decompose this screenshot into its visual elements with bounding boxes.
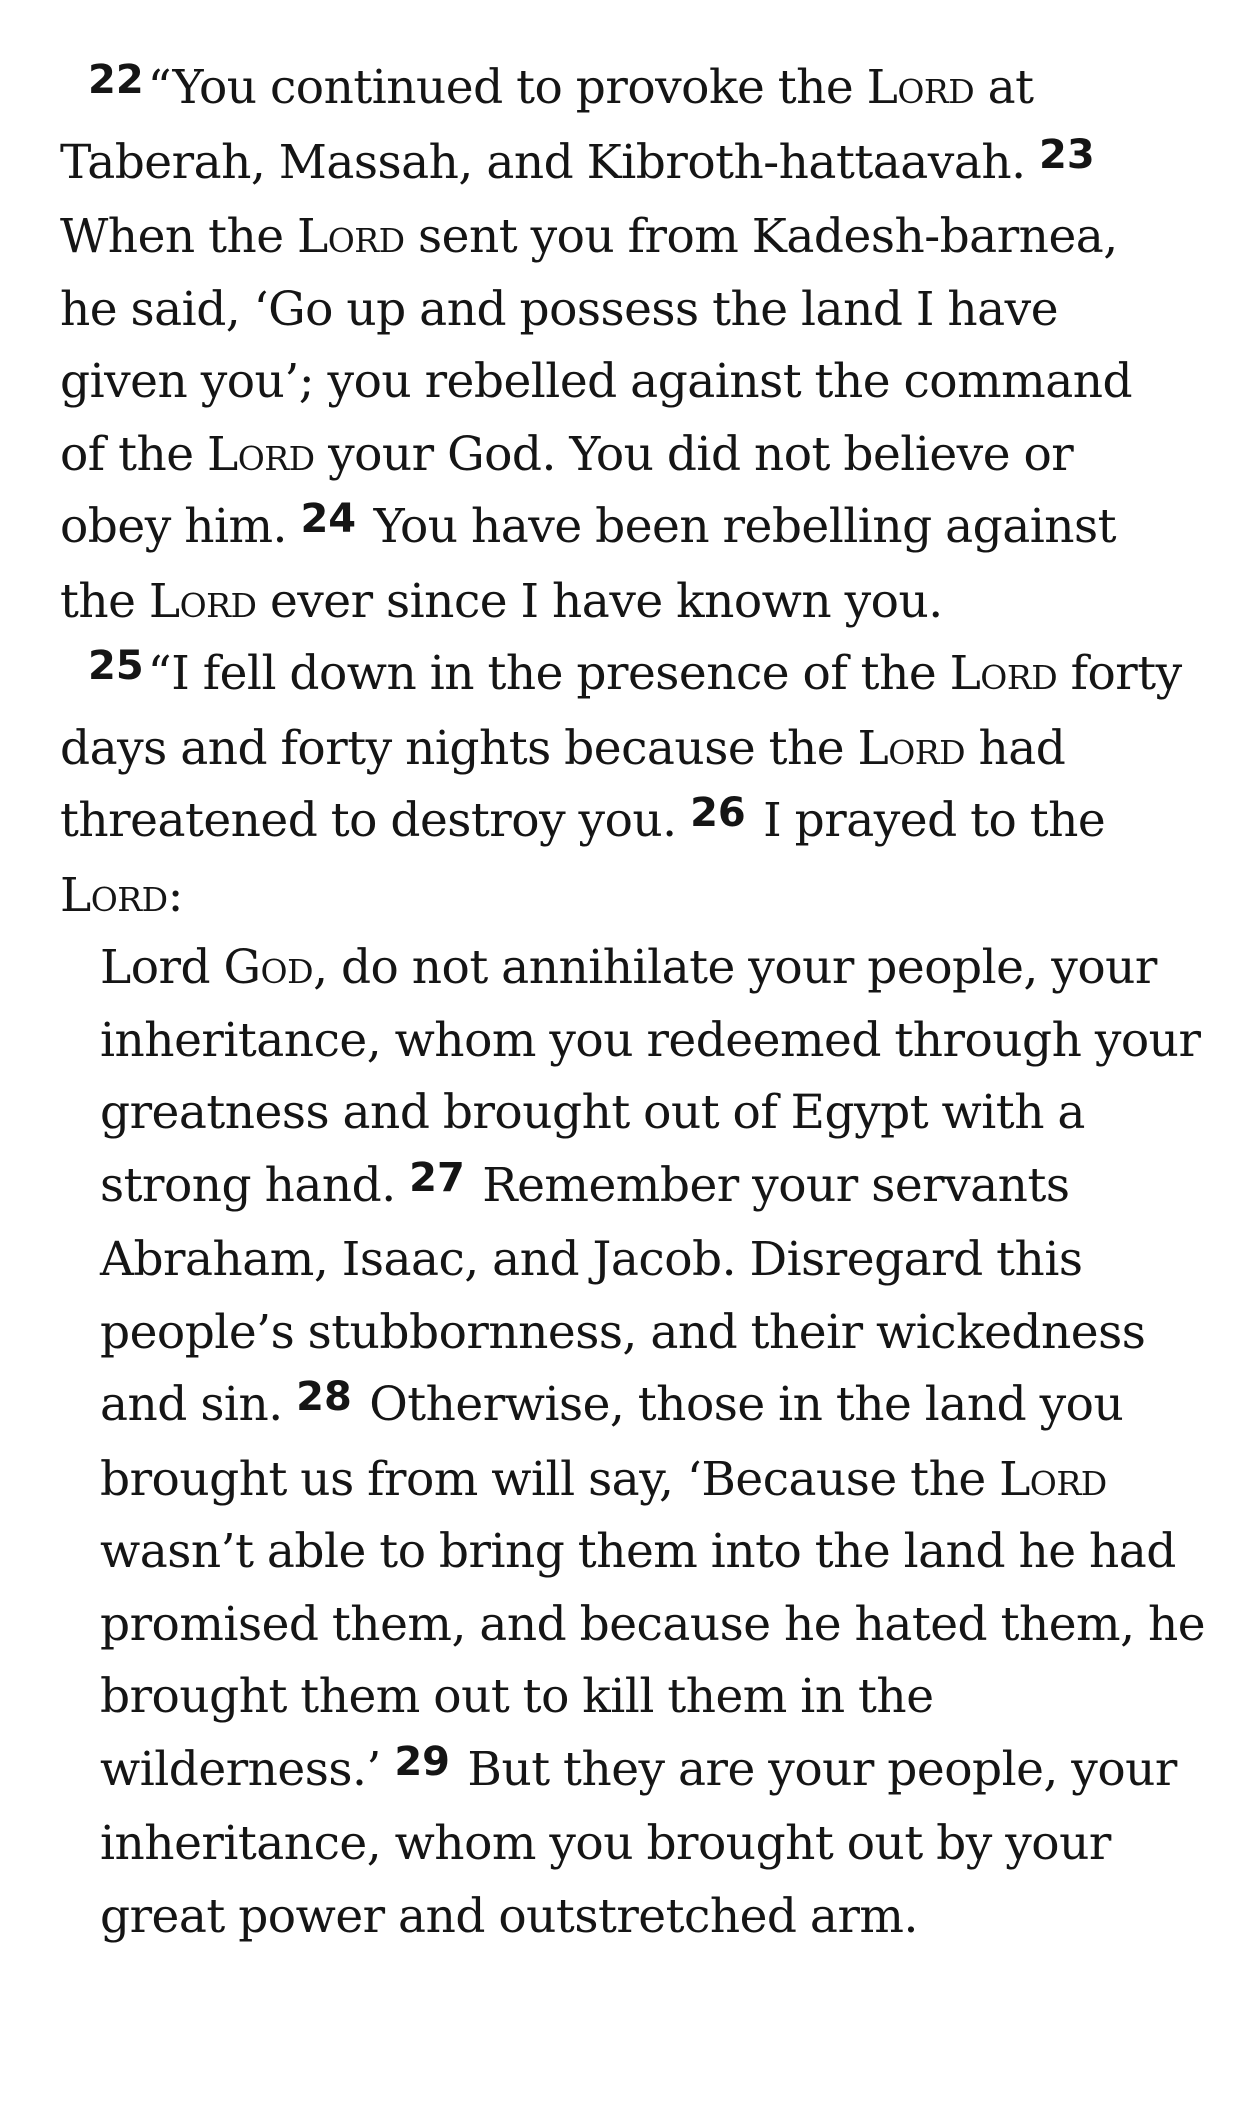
verse-27-text: Remember your servants Abraham, Isaac, and Jacob. Disregard this people’s stubbornness, and their wickedness and sin. xyxy=(100,1157,1146,1432)
paragraph-verses-22-24 xyxy=(60,52,1182,638)
divine-name-lord: Lord xyxy=(857,720,966,776)
divine-name-lord: Lord xyxy=(297,209,405,264)
verse-28-text-b: wasn’t able to bring them into the land he had promised them, and because he hated them, he brought them out to kill them in the wilderness.’ xyxy=(100,1524,1206,1797)
divine-name-lord: Lord xyxy=(866,60,975,115)
verse-26-text-a: I prayed to the xyxy=(749,793,1106,848)
divine-name-lord: Lord xyxy=(148,573,257,629)
divine-name-lord: Lord xyxy=(60,867,168,923)
verse-number-23: 23 xyxy=(1039,131,1095,178)
verse-number-24: 24 xyxy=(300,496,357,542)
prayer-block xyxy=(100,932,1210,1953)
verse-26-text-b: : xyxy=(167,867,183,923)
divine-name-lord: Lord xyxy=(207,426,315,482)
verse-23-text-c: your God. You did not believe or obey him. xyxy=(60,426,1074,554)
verse-23-text-b: sent you from Kadesh-barnea, he said, ‘Go up and possess the land I have given you’; you rebelled against the command of the xyxy=(60,209,1133,482)
verse-25-text-c: had threatened to destroy you. xyxy=(60,720,1066,848)
verse-number-22: 22 xyxy=(88,57,144,103)
verse-22-text-b: at Taberah, Massah, and Kibroth-hattaavah. xyxy=(60,60,1039,190)
verse-25-text-a: “I fell down in the presence of the xyxy=(147,646,950,701)
paragraph-verses-25-26 xyxy=(60,638,1182,932)
prayer-text-b: , do not annihilate your people, your inheritance, whom you redeemed through your greatness and brought out of Egypt with a strong hand. xyxy=(100,940,1201,1213)
verse-22-text-a: “You continued to provoke the xyxy=(147,60,867,115)
divine-name-lord: Lord xyxy=(949,646,1058,701)
verse-number-28: 28 xyxy=(296,1374,352,1420)
divine-name-god: God xyxy=(223,940,314,995)
divine-name-lord: Lord xyxy=(999,1451,1107,1507)
verse-29-text: But they are your people, your inheritance, whom you brought out by your great power and outstretched arm. xyxy=(100,1741,1177,1944)
verse-24-text-a: You have been rebelling against the xyxy=(60,499,1117,629)
prayer-text-a: Lord xyxy=(100,940,224,995)
verse-number-25: 25 xyxy=(88,643,144,689)
verse-23-text-a: When the xyxy=(60,209,298,264)
verse-24-text-b: ever since I have known you. xyxy=(256,573,943,629)
verse-number-29: 29 xyxy=(394,1738,450,1785)
verse-number-27: 27 xyxy=(409,1154,465,1201)
verse-number-26: 26 xyxy=(690,790,746,836)
verse-28-text-a: Otherwise, those in the land you brought us from will say, ‘Because the xyxy=(100,1377,1124,1507)
verse-25-text-b: forty days and forty nights because the xyxy=(60,646,1182,776)
